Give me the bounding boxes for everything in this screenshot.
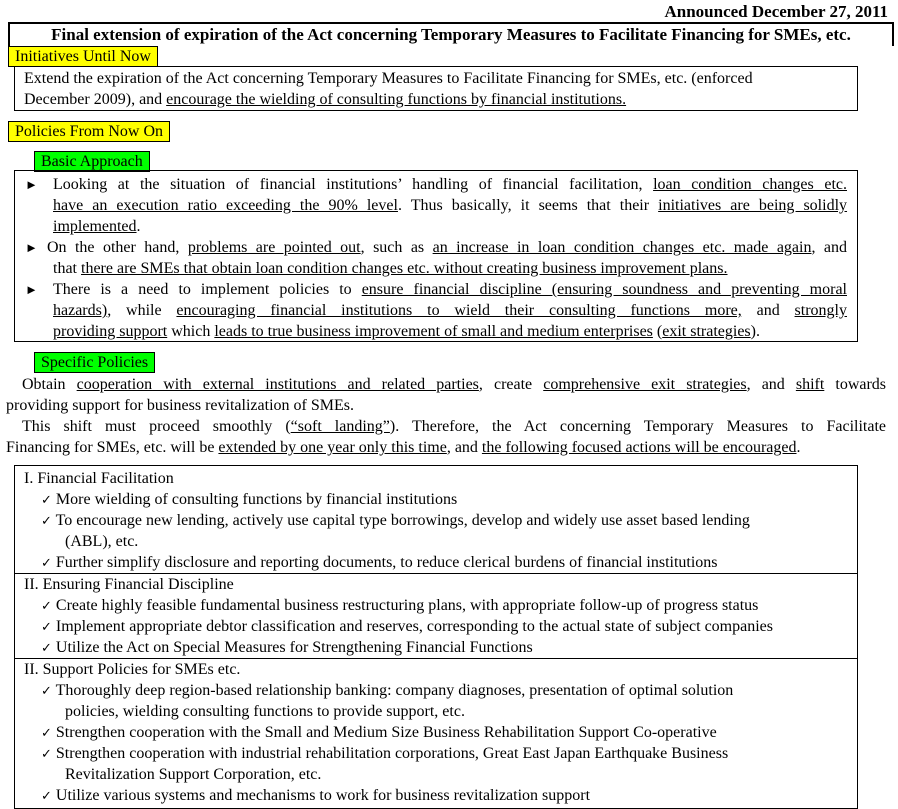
text-span: towards bbox=[824, 376, 887, 393]
basic-bullet-2-line-2 bbox=[53, 258, 728, 279]
underlined-text: comprehensive exit strategies bbox=[543, 376, 747, 393]
section-1-item-2 bbox=[41, 510, 750, 532]
check-icon: ✓ bbox=[41, 641, 52, 656]
section-3-item-3 bbox=[41, 743, 728, 765]
check-icon: ✓ bbox=[41, 747, 52, 762]
text-span: Create highly feasible fundamental business restructuring plans, with appropriate follow-up of progress status bbox=[55, 597, 759, 614]
text-span: On the other hand, bbox=[47, 239, 188, 256]
bullet-arrow bbox=[25, 174, 38, 195]
text-span: Obtain bbox=[22, 376, 77, 393]
underlined-text: “soft landing” bbox=[290, 418, 390, 435]
section-1-item-1 bbox=[41, 489, 457, 511]
announcement-date: Announced December 27, 2011 bbox=[664, 2, 888, 21]
check-icon: ✓ bbox=[41, 514, 52, 529]
text-span: , such as bbox=[360, 239, 433, 256]
underlined-text: the following focused actions will be encouraged bbox=[481, 439, 797, 456]
section-3-item-4 bbox=[41, 785, 590, 807]
text-span: Utilize the Act on Special Measures for Strengthening Financial Functions bbox=[55, 639, 533, 656]
text-span: This shift must proceed smoothly ( bbox=[22, 418, 291, 435]
text-span: More wielding of consulting functions by financial institutions bbox=[55, 491, 458, 508]
basic-bullet-1-line-1 bbox=[53, 174, 847, 195]
check-icon: ✓ bbox=[41, 493, 52, 508]
text-span: Strengthen cooperation with industrial rehabilitation corporations, Great East Japan Earthquake Business bbox=[55, 745, 729, 762]
arrow-icon: ► bbox=[25, 177, 38, 192]
check-icon: ✓ bbox=[41, 556, 52, 571]
text-span: Thoroughly deep region-based relationship banking: company diagnoses, presentation of optimal solution bbox=[55, 682, 734, 699]
arrow-icon: ► bbox=[25, 240, 38, 255]
underlined-text: have an execution ratio exceeding the 90% level bbox=[53, 197, 398, 214]
text-span: Further simplify disclosure and reporting documents, to reduce clerical burdens of financial institutions bbox=[55, 554, 718, 571]
text-span: Looking at the situation of financial institutions’ handling of financial facilitation, bbox=[53, 176, 654, 193]
policies-label: Policies From Now On bbox=[8, 121, 170, 142]
underlined-text: extended by one year only this time bbox=[218, 439, 447, 456]
text-span: . bbox=[136, 218, 141, 235]
text-span: which bbox=[167, 323, 215, 340]
underlined-text: encouraging financial institutions to wield their consulting functions more, bbox=[176, 302, 742, 319]
underlined-text: hazards) bbox=[53, 302, 108, 319]
text-span: December 2009), and bbox=[24, 91, 167, 108]
text-span: Utilize various systems and mechanisms to work for business revitalization support bbox=[55, 787, 591, 804]
text-span: . bbox=[796, 439, 801, 456]
text-span: ). bbox=[750, 323, 760, 340]
text-span: , create bbox=[478, 376, 544, 393]
section-3-heading: II. Support Policies for SMEs etc. bbox=[24, 661, 241, 678]
section-1-heading: I. Financial Facilitation bbox=[24, 470, 174, 487]
initiatives-label: Initiatives Until Now bbox=[8, 46, 158, 67]
basic-bullet-3-line-3 bbox=[53, 321, 760, 342]
underlined-text: ensure financial discipline (ensuring soundness and preventing moral bbox=[361, 281, 847, 298]
section-3-item-3-cont: Revitalization Support Corporation, etc. bbox=[65, 766, 322, 783]
underlined-text: strongly bbox=[794, 302, 847, 319]
underlined-text: an increase in loan condition changes etc. made again bbox=[432, 239, 812, 256]
specific-policies-label: Specific Policies bbox=[34, 352, 155, 373]
text-span: . Thus basically, it seems that their bbox=[397, 197, 659, 214]
section-1-item-3 bbox=[41, 552, 718, 574]
bullet-arrow bbox=[25, 237, 38, 258]
section-2-heading: II. Ensuring Financial Discipline bbox=[24, 576, 234, 593]
check-icon: ✓ bbox=[41, 789, 52, 804]
section-1-item-2-cont: (ABL), etc. bbox=[65, 533, 139, 550]
underlined-text: problems are pointed out bbox=[187, 239, 361, 256]
text-span: that bbox=[53, 260, 81, 277]
section-3-item-2 bbox=[41, 722, 717, 744]
underlined-text: shift bbox=[795, 376, 825, 393]
check-icon: ✓ bbox=[41, 620, 52, 635]
measures-table bbox=[14, 465, 858, 809]
text-span: and bbox=[741, 302, 795, 319]
initiatives-box bbox=[14, 66, 858, 111]
underlined-text: exit strategies bbox=[662, 323, 751, 340]
text-span: , while bbox=[107, 302, 177, 319]
underlined-text: encourage the wielding of consulting functions by financial institutions. bbox=[166, 91, 627, 108]
section-2-item-1 bbox=[41, 595, 758, 617]
text-span: ( bbox=[652, 323, 663, 340]
basic-bullet-1-line-2 bbox=[53, 195, 847, 216]
document-title: Final extension of expiration of the Act concerning Temporary Measures to Facilitate Financing for SMEs, etc. bbox=[8, 22, 894, 46]
specific-para-2-line-2 bbox=[6, 437, 801, 458]
section-2-item-3 bbox=[41, 637, 533, 659]
check-icon: ✓ bbox=[41, 726, 52, 741]
underlined-text: loan condition changes etc. bbox=[653, 176, 847, 193]
specific-para-2-line-1 bbox=[22, 416, 886, 437]
text-span: ). Therefore, the Act concerning Temporary Measures to Facilitate bbox=[389, 418, 887, 435]
underlined-text: implemented bbox=[53, 218, 137, 235]
underlined-text: there are SMEs that obtain loan condition changes etc. without creating business improvement plans. bbox=[81, 260, 728, 277]
text-span: There is a need to implement policies to bbox=[53, 281, 362, 298]
arrow-icon: ► bbox=[25, 282, 38, 297]
text-span: To encourage new lending, actively use capital type borrowings, develop and widely use asset based lending bbox=[55, 512, 750, 529]
underlined-text: leads to true business improvement of small and medium enterprises bbox=[214, 323, 653, 340]
initiatives-line-2 bbox=[24, 89, 626, 110]
initiatives-line-1: Extend the expiration of the Act concerning Temporary Measures to Facilitate Financing for SMEs, etc. (enforced bbox=[24, 70, 753, 87]
bullet-arrow bbox=[25, 279, 38, 300]
basic-approach-label: Basic Approach bbox=[34, 151, 150, 172]
underlined-text: cooperation with external institutions and related parties bbox=[76, 376, 479, 393]
section-3-item-1-cont: policies, wielding consulting functions to provide support, etc. bbox=[65, 703, 465, 720]
text-span: Implement appropriate debtor classification and reserves, corresponding to the actual state of subject companies bbox=[55, 618, 773, 635]
text-span: Financing for SMEs, etc. will be bbox=[6, 439, 219, 456]
basic-bullet-3-line-1 bbox=[53, 279, 847, 300]
specific-para-1-line-1 bbox=[22, 374, 886, 395]
underlined-text: initiatives are being solidly bbox=[658, 197, 848, 214]
basic-approach-box bbox=[14, 170, 858, 342]
underlined-text: providing support bbox=[53, 323, 168, 340]
text-span: , and bbox=[746, 376, 796, 393]
basic-bullet-1-line-3 bbox=[53, 216, 141, 237]
text-span: Strengthen cooperation with the Small and Medium Size Business Rehabilitation Support Co-operative bbox=[55, 724, 717, 741]
check-icon: ✓ bbox=[41, 684, 52, 699]
section-3-item-1 bbox=[41, 680, 733, 702]
specific-para-1-line-2: providing support for business revitalization of SMEs. bbox=[6, 397, 354, 414]
text-span: , and bbox=[446, 439, 482, 456]
text-span: , and bbox=[811, 239, 848, 256]
basic-bullet-2-line-1 bbox=[47, 237, 847, 258]
check-icon: ✓ bbox=[41, 599, 52, 614]
section-2-item-2 bbox=[41, 616, 773, 638]
basic-bullet-3-line-2 bbox=[53, 300, 847, 321]
